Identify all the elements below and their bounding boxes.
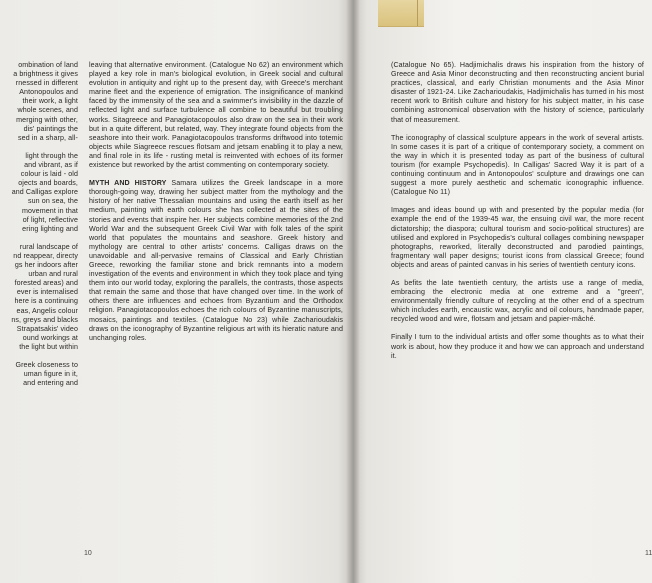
text-fragment: Greek closeness to	[15, 361, 78, 370]
text-fragment: rnessed in different	[15, 79, 78, 88]
text-fragment: dis' paintings the	[23, 124, 78, 133]
text-fragment: movement in that	[21, 206, 78, 215]
paragraph: The iconography of classical sculpture appears in the work of several artists. In some cases it is part of a critique of contemporary society, a comment on the way in which it is presented today as part of the business of cultural tourism (for example Psychopedis). In Calligas' Sacred Way it is part of a continuing continuum and in Antonopoulos' sculpture and drawings one can suggest a more purely aesthetic and schematic iconographic influence. (Catalogue No 11)	[391, 133, 644, 197]
text-fragment: and Calligas explore	[11, 188, 78, 197]
cut-off-column	[0, 61, 78, 388]
text-fragment: Strapatsakis' video	[16, 324, 78, 333]
book-gutter	[346, 0, 360, 583]
text-fragment: eas, Angelis colour	[16, 306, 78, 315]
text-fragment: merging with other,	[16, 115, 78, 124]
text-fragment: their work, a light	[22, 97, 78, 106]
paragraph: (Catalogue No 65). Hadjimichalis draws his inspiration from the history of Greece and Asia Minor deconstructing and then reconstructing ancient burial practices, classical, and early Christian monuments and the Asia Minor disaster of 1921-24. Like Zacharioudakis, Hadjimichalis has turned in his most recent work to British culture and history for his subject matter, in his case combining astronomical observation with the history of science, particularly that of measurement.	[391, 61, 644, 124]
text-fragment: ering lighting and	[22, 224, 78, 233]
text-fragment: sun on sea, the	[27, 197, 78, 206]
text-fragment: light through the	[25, 151, 78, 160]
text-fragment: ns, greys and blacks	[11, 315, 78, 324]
text-fragment: uman figure in it,	[23, 370, 78, 379]
tape-strip	[378, 0, 424, 27]
section-paragraph	[89, 179, 343, 343]
paragraph: leaving that alternative environment. (Catalogue No 62) an environment which played a key role in man's biological evolution, in Greek social and cultural evolution in antiquity and right up to the present day, with Greece's merchant marine fleet and the experience of emigration. The insignificance of mankind faced by the immensity of the sea and a swimmer's invisibility in the dazzle of reflected light and surface turbulence all combine to beautiful but troubling works. Sitagreece and Panagiotacopoulos also draw on the sea in their work but in a quite different, but related, way. They integrate found objects from the seashore into their work. Panagiotacopoulos transforms driftwood into totemic objects while Siagreece rescues flotsam and jetsam enabling it to play a new, and final role in its life - rusting metal is reinvented with echoes of its former existence but reworked by the artist commenting on contemporary society.	[89, 61, 343, 170]
left-main-column	[89, 61, 343, 343]
text-fragment: here is a continuing	[14, 297, 78, 306]
text-fragment: and vibrant, as if	[24, 161, 78, 170]
text-fragment: ombination of land	[18, 61, 78, 69]
text-fragment: colour is laid - old	[20, 170, 78, 179]
text-fragment: and entering and	[23, 379, 78, 388]
paragraph: Images and ideas bound up with and presented by the popular media (for example the end of the 1939-45 war, the ensuing civil war, the more recent dictatorship; the diaspora; cultural tourism and socio-political structures) are utilised and explored in Psychopedis's cultural collages combining newspaper photographs, reworked, literally deconstructed and parodied paintings, fragmentary wall paper designs; tourist icons from classical Greece; found objects and areas of painted canvas in his series of twentieth century icons.	[391, 206, 644, 269]
line-gap	[0, 352, 78, 361]
text-fragment: ound workings at	[22, 333, 78, 342]
paragraph: As befits the late twentieth century, the artists use a range of media, embracing the electronic media at one extreme and a "green", environmentally friendly culture of recycling at the other end of a spectrum which includes earth, encaustic wax, acrylic and oil colours, handmade paper, recycled wood and wire, flotsam and jetsam and papier-mâché.	[391, 278, 644, 324]
page-number-left: 10	[84, 550, 92, 557]
text-fragment: whole scenes, and	[17, 106, 78, 115]
text-fragment: sed in a sharp, all-	[18, 133, 78, 142]
text-fragment: a brightness it gives	[13, 70, 78, 79]
text-fragment: the light but within	[19, 342, 78, 351]
text-fragment: urban and rural	[28, 270, 78, 279]
right-column	[391, 61, 644, 361]
text-fragment: ojects and boards,	[18, 179, 78, 188]
section-heading: MYTH AND HISTORY	[89, 179, 167, 188]
line-gap	[0, 143, 78, 152]
text-fragment: of light, reflective	[22, 215, 78, 224]
page-number-right: 11	[645, 550, 652, 557]
text-fragment: gs her indoors after	[14, 261, 78, 270]
text-fragment: rural landscape of	[19, 242, 78, 251]
text-fragment: ever is internalised	[16, 288, 78, 297]
section-text: Samara utilizes the Greek landscape in a more thorough-going way, drawing her subject matter from the mythology and the history of her native Thessalian mountains and using the earth itself as her medium, painting with earth colours she has collected at the sites of the stories and events that inspire her. Her subjects combine memories of the 2nd World War and the subsequent Greek Civil War with folk tales of the spirit world that populates the mountains and seashore. Greek history and mythology are central to other artists' concerns. Calligas draws on the unavoidable and all-pervasive remains of Classical and Early Christian Greece, reworking the familiar stone and brick remnants into a modern investigation of the events and environment in which they took place and tying them into our world today, exploring the parallels, the contrasts, those aspects that remain the same and those that have changed over time. In the work of others there are influences and echoes from Byzantium and the Orthodox religion. Panagiotacopoulos echoes the rich colours of Byzantine manuscripts, mosaics, paintings and textiles. (Catalogue No 23) while Zacharioudakis draws on the iconography of Byzantine religious art with its hieratic nature and unchanging roles.	[89, 179, 343, 342]
text-fragment: Antonopoulos and	[19, 88, 78, 97]
paragraph: Finally I turn to the individual artists and offer some thoughts as to what their work is about, how they produce it and how we can approach and understand it.	[391, 333, 644, 360]
text-fragment: forested areas) and	[14, 279, 78, 288]
text-fragment: nd reappear, directy	[13, 251, 78, 260]
line-gap	[0, 234, 78, 243]
